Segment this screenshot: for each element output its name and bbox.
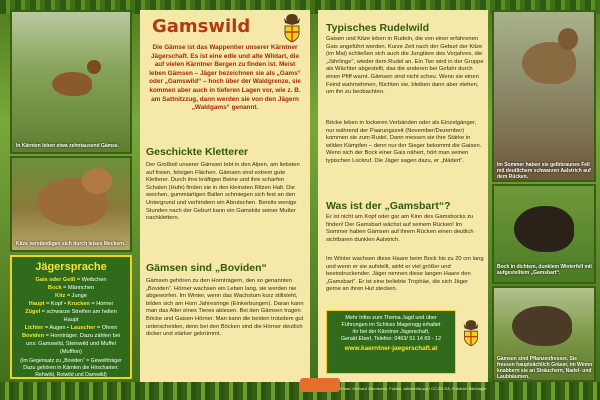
heading-rudelwild: Typisches Rudelwild bbox=[326, 22, 430, 34]
jaegersprache-box bbox=[10, 255, 132, 379]
chamois-head-figure bbox=[87, 60, 101, 74]
glossary-line: Boviden = Hornträger. Dazu zählen bei uns: Gamswild, Steinwild und Muffel (Mufflon) bbox=[21, 333, 121, 355]
rudel-text-2: Böcke leben in lockeren Verbänden oder als Einzelgänger, nur während der Paarungszeit (November/Dezember) kommen sie zum Rudel. Dann messen sie ihre Stärke in wilden Kämpfen – denn nur der Sieger bekommt die Gaisen. Wenn sich der Bock einer Gais nähert, hört man seinen typischen Lockruf. Die Jäger sagen dazu, er „blädert“. bbox=[326, 120, 482, 164]
website-link[interactable]: www.kaerntner-jaegerschaft.at bbox=[344, 345, 438, 352]
photo-chamois-grazing bbox=[492, 286, 596, 382]
photo-caption: Bock in dichtem, dunklem Winterfell mit aufgestelltem „Gamsbart“. bbox=[497, 264, 592, 276]
photo-caption: In Kärnten leben etwa zehntausend Gämse. bbox=[16, 143, 120, 149]
rudel-text-1: Gaisen und Kitze leben in Rudeln, die von einer erfahrenen Gais angeführt werden. Kurze Zeit nach der Geburt der Kitze (im Mai) schließen sich auch die Jungtiere des Vorjahres, die „Jährlinge“, wieder dem Rudel an. Ein Tier wird in der Gruppe als Wächter abgestellt, das die anderen bei Gefahr durch einen Pfiff warnt. Gämsen sind nicht scheu. Wenn sie einen Feind wahrnehmen, flüchten sie, bleiben dann aber stehen, um ihn zu beobachten. bbox=[326, 36, 484, 96]
gamsbart-text-1: Er ist nicht am Kopf oder gar am Kinn des Gamsbocks zu finden! Der Gamsbart wächst auf seinem Rücken! Im Sommer haben Gämsen auf ihrem Rücken einen deutlich sichtbaren dunklen Aalstrich. bbox=[326, 214, 474, 243]
photo-chamois-kid bbox=[10, 156, 132, 252]
gamsbart-text-2: Im Winter wachsen diese Haare beim Bock bis zu 20 cm lang und wenn er sie aufstellt, wirkt er viel größer und beeindruckender. Jäger nennen diese langen Haare den „Gamsbart“. Er ist eine beliebte Trophäe, die sich Jäger gerne an ihren Hut stecken. bbox=[326, 256, 484, 293]
glossary-line: Haupt = Kopf • Krucken = Hörner bbox=[28, 301, 114, 307]
info-line: Führungen im Schloss Mageregg erhaltet bbox=[341, 322, 441, 328]
boviden-text: Gämsen gehören zu den Hornträgern, den so genannten „Boviden“. Hörner wachsen ein Leben lang, sie werden nie abgeworfen. Im Winter, wenn das Wachstum kurz stillsteht, bilden sich am Horn Jahresringe (Einkerbungen). Daran kann man das Alter eines Tieres ablesen. Bei den Gämsen tragen Böcke und Gaisen Hörner. Man kann die beiden trotzdem gut unterscheiden, denn bei den Böcken sind die Hörner deutlich dicker und stärker gekrümmt. bbox=[146, 278, 304, 338]
info-box bbox=[326, 310, 456, 374]
photo-chamois-summer bbox=[492, 10, 596, 182]
glossary-line: Zügel = schwarze Streifen am hellen Haupt bbox=[25, 309, 117, 323]
intro-text: Die Gämse ist das Wappentier unserer Kärntner Jägerschaft. Es ist eine edle und alte Wildart, die auf vielen Kärntner Bergen zu finden ist. Meist leben Gämsen – Jäger bezeichnen sie als „Gams“ oder „Gamswild“ – hoch über der Waldgrenze, sie kommen aber auch in tieferen Lagen vor, wie z. B. am Sattnitzzug, dann werden sie von den Jägern „Waldgams“ genannt. bbox=[149, 44, 301, 112]
glossary-line: Lichter = Augen • Lauscher = Ohren bbox=[24, 325, 118, 331]
chamois-figure bbox=[512, 306, 572, 346]
kid-head-figure bbox=[82, 168, 112, 194]
kletterer-text: Der Großteil unserer Gämsen lebt in den Alpen, am liebsten auf freien, felsigen Flächen. Gämsen sind extrem gute Kletterer. Durch ihre kräftigen Beine und ihre scharfen Schalen (Hufe) finden sie in den kleinsten Ritzen Halt. Die weichen, gummiartigen Ballen schmiegen sich fest an den Untergrund und verhindern ein Abrutschen. Bereits wenige Stunden nach der Geburt kann ein Gamskitz seiner Mutter nachklettern. bbox=[146, 162, 300, 222]
jaegerschaft-crest-icon bbox=[460, 318, 482, 348]
chamois-figure bbox=[52, 72, 92, 96]
footer-logo bbox=[300, 378, 340, 392]
glossary-note: (Im Gegensatz zu „Boviden“ = Geweihträger Dazu gehören in Kärnten die Hirscharten: Rehwild, Rotwild und Damwild) bbox=[20, 358, 122, 378]
info-phone: Gerald Eberl, Telefon: 0463/ 51 14 69 - 12 bbox=[340, 336, 442, 342]
jaegerschaft-crest-icon bbox=[280, 12, 304, 44]
heading-kletterer: Geschickte Kletterer bbox=[146, 146, 249, 158]
glossary-line: Gais oder Geiß = Weibchen bbox=[35, 277, 107, 283]
glossary-line: Kitz = Junge bbox=[55, 293, 87, 299]
glossary-line: Bock = Männchen bbox=[47, 285, 95, 291]
heading-boviden: Gämsen sind „Boviden“ bbox=[146, 262, 267, 274]
chamois-figure bbox=[514, 206, 574, 252]
info-line: Mehr Infos zum Thema Jagd und über bbox=[345, 315, 437, 321]
photo-caption: Im Sommer haben sie gelbbraunes Fell mit deutlichem schwarzen Aalstrich auf dem Rücken. bbox=[497, 162, 591, 180]
info-line: ihr bei der Kärntner Jägerschaft, bbox=[352, 329, 430, 335]
jaegersprache-title: Jägersprache bbox=[35, 261, 107, 273]
photo-chamois-meadow bbox=[10, 10, 132, 154]
chamois-head-figure bbox=[558, 28, 578, 50]
page-title: Gamswild bbox=[152, 16, 251, 37]
photo-credits: Fotos: Gerhard Obermann, Fotolia, wikimedia.org / CC-BY-SA, Friedrich Bildmagin bbox=[340, 386, 487, 391]
photo-caption: Gämsen sind Pflanzenfresser. Sie fressen hauptsächlich Gräser, im Winter knabbern sie an Sträuchern, Nadel- und Laubbäumen. bbox=[497, 356, 593, 380]
heading-gamsbart: Was ist der „Gamsbart“? bbox=[326, 200, 451, 212]
photo-caption: Kitze verständigen sich durch leises Meckern. bbox=[16, 241, 126, 247]
photo-chamois-winter bbox=[492, 184, 596, 284]
